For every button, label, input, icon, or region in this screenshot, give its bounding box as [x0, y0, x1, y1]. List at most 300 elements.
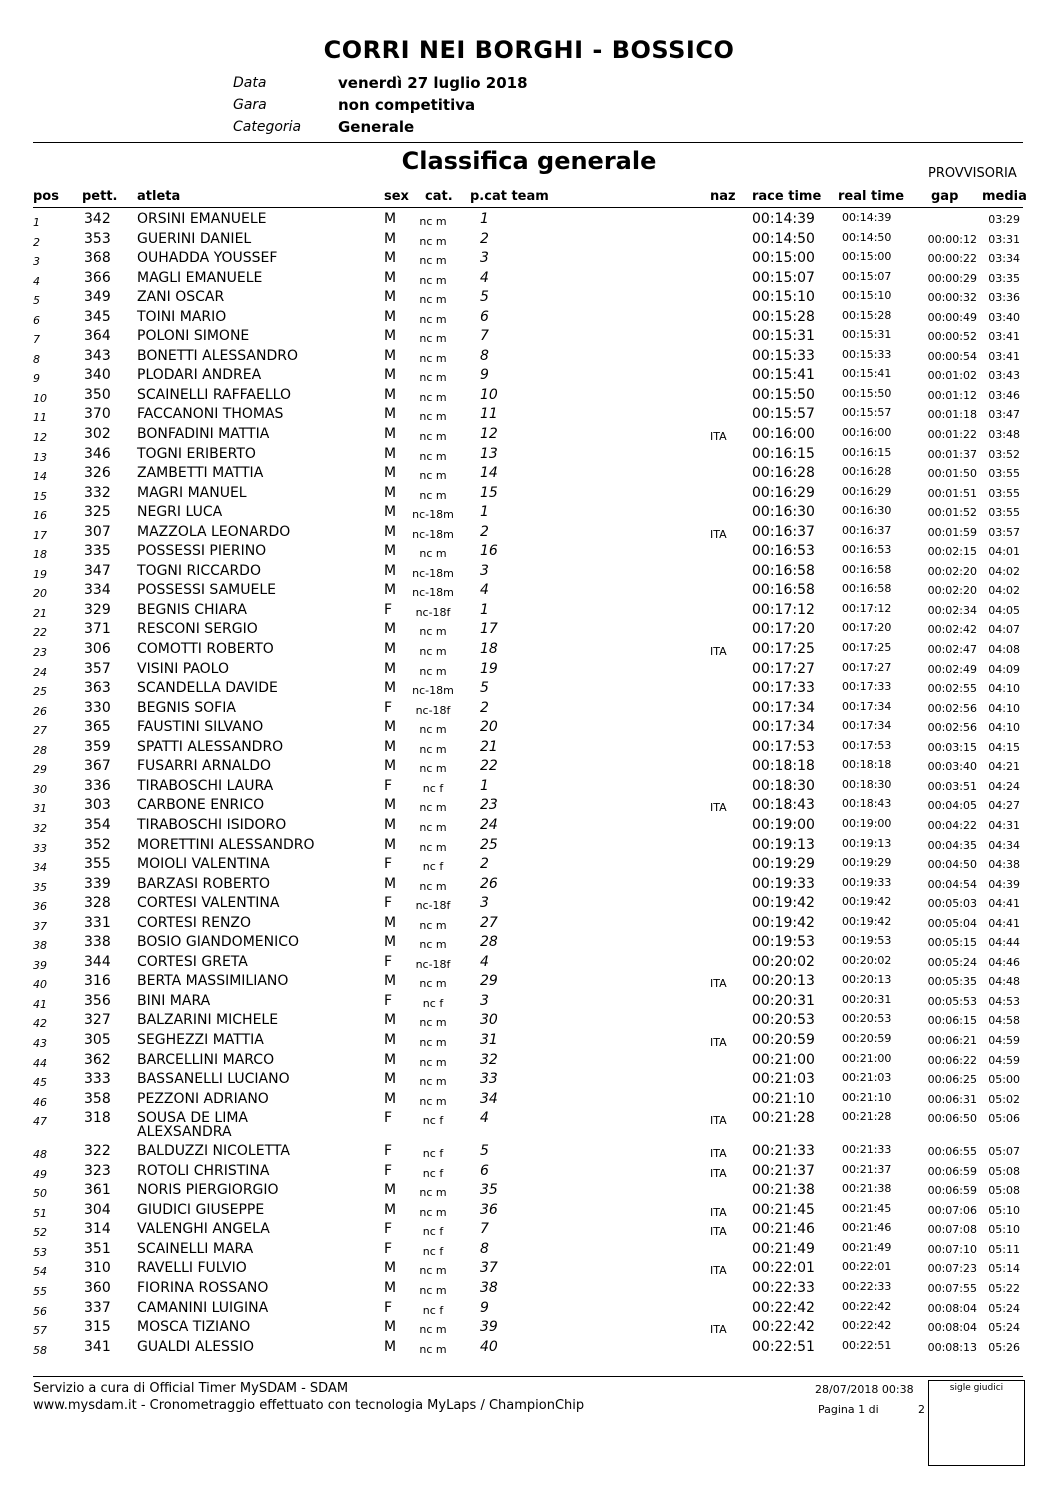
cell-category: nc m: [419, 293, 447, 307]
cell-real-time: 00:16:58: [842, 582, 892, 596]
cell-sex: M: [384, 465, 397, 482]
cell-pace: 04:01: [988, 545, 1020, 559]
cell-pos: 50: [33, 1187, 47, 1201]
cell-real-time: 00:14:50: [842, 230, 892, 244]
cell-category-position: 15: [480, 484, 498, 501]
cell-category-position: 38: [480, 1279, 498, 1296]
cell-sex: F: [384, 601, 393, 618]
cell-real-time: 00:21:03: [842, 1071, 892, 1085]
col-pett: pett.: [82, 189, 118, 204]
cell-sex: M: [384, 719, 397, 736]
cell-pace: 04:46: [988, 955, 1020, 969]
cell-sex: M: [384, 367, 397, 384]
table-row: [0, 797, 1058, 817]
cell-pace: 05:11: [988, 1242, 1020, 1256]
cell-pos: 29: [33, 763, 47, 777]
cell-sex: M: [384, 914, 397, 931]
cell-gap: 00:04:22: [927, 818, 977, 832]
cell-sex: F: [384, 856, 393, 873]
col-race-time: race time: [752, 189, 822, 204]
cell-category-position: 35: [480, 1182, 498, 1199]
cell-category-position: 33: [480, 1071, 498, 1088]
cell-category: nc-18m: [412, 527, 454, 541]
cell-gap: 00:04:35: [927, 838, 977, 852]
cell-pos: 48: [33, 1148, 47, 1162]
cell-category: nc m: [419, 723, 447, 737]
ranking-title: Classifica generale: [401, 147, 657, 175]
cell-pos: 19: [33, 567, 47, 581]
cell-pace: 04:10: [988, 682, 1020, 696]
cell-pace: 04:09: [988, 662, 1020, 676]
cell-category-position: 3: [480, 992, 489, 1009]
cell-athlete-name: BASSANELLI LUCIANO: [137, 1071, 290, 1088]
cell-athlete-name: POSSESSI SAMUELE: [137, 582, 276, 599]
col-sex: sex: [384, 189, 409, 204]
cell-category-position: 5: [480, 680, 489, 697]
cell-sex: M: [384, 269, 397, 286]
cell-gap: 00:01:50: [927, 467, 977, 481]
cell-bib: 345: [84, 308, 111, 325]
table-row: [0, 426, 1058, 446]
divider: [33, 142, 1023, 143]
cell-bib: 326: [84, 465, 111, 482]
cell-real-time: 00:21:28: [842, 1110, 892, 1124]
cell-gap: 00:00:32: [927, 291, 977, 305]
cell-real-time: 00:20:31: [842, 992, 892, 1006]
cell-category-position: 1: [480, 504, 489, 521]
cell-sex: M: [384, 1071, 397, 1088]
cell-sex: M: [384, 738, 397, 755]
cell-bib: 371: [84, 621, 111, 638]
cell-pace: 04:34: [988, 838, 1020, 852]
cell-bib: 339: [84, 875, 111, 892]
cell-bib: 334: [84, 582, 111, 599]
table-row: [0, 211, 1058, 231]
cell-race-time: 00:17:53: [752, 738, 815, 755]
cell-pos: 22: [33, 626, 47, 640]
cell-race-time: 00:21:10: [752, 1090, 815, 1107]
cell-category: nc m: [419, 332, 447, 346]
cell-athlete-name: FUSARRI ARNALDO: [137, 758, 272, 775]
cell-pos: 4: [33, 274, 40, 288]
cell-gap: 00:01:59: [927, 525, 977, 539]
table-row: [0, 524, 1058, 544]
cell-category-position: 8: [480, 1240, 489, 1257]
cell-sex: M: [384, 1051, 397, 1068]
cell-race-time: 00:20:31: [752, 992, 815, 1009]
cell-pos: 56: [33, 1304, 47, 1318]
cell-gap: 00:06:50: [927, 1112, 977, 1126]
cell-gap: 00:05:53: [927, 994, 977, 1008]
cell-category: nc m: [419, 430, 447, 444]
cell-real-time: 00:21:38: [842, 1182, 892, 1196]
cell-race-time: 00:17:25: [752, 641, 815, 658]
cell-category-position: 4: [480, 269, 489, 286]
cell-category: nc m: [419, 215, 447, 228]
cell-nation: ITA: [710, 1114, 727, 1128]
cell-category: nc-18f: [415, 899, 451, 913]
cell-category-position: 30: [480, 1012, 498, 1029]
table-row: [0, 876, 1058, 896]
cell-sex: M: [384, 406, 397, 423]
table-row: [0, 1110, 1058, 1143]
cell-sex: F: [384, 1110, 393, 1127]
cell-real-time: 00:22:33: [842, 1279, 892, 1293]
cell-category-position: 36: [480, 1201, 498, 1218]
cell-category: nc-18m: [412, 508, 454, 522]
cell-bib: 303: [84, 797, 111, 814]
cell-pace: 03:41: [988, 349, 1020, 363]
cell-pos: 7: [33, 333, 40, 347]
cell-category-position: 17: [480, 621, 498, 638]
cell-athlete-name: ORSINI EMANUELE: [137, 211, 267, 227]
cell-sex: F: [384, 1162, 393, 1179]
race-title: CORRI NEI BORGHI - BOSSICO: [323, 36, 735, 64]
cell-race-time: 00:15:50: [752, 386, 815, 403]
cell-category: nc m: [419, 488, 447, 502]
cell-race-time: 00:15:33: [752, 347, 815, 364]
cell-sex: M: [384, 445, 397, 462]
table-row: [0, 1032, 1058, 1052]
cell-pace: 05:00: [988, 1073, 1020, 1087]
table-row: [0, 719, 1058, 739]
table-row: [0, 1143, 1058, 1163]
cell-pace: 03:57: [988, 525, 1020, 539]
cell-real-time: 00:15:50: [842, 386, 892, 400]
cell-category-position: 10: [480, 386, 498, 403]
cell-pos: 39: [33, 958, 47, 972]
cell-category-position: 7: [480, 328, 489, 345]
cell-race-time: 00:15:57: [752, 406, 815, 423]
table-row: [0, 895, 1058, 915]
cell-pace: 04:53: [988, 994, 1020, 1008]
cell-athlete-name: MAGLI EMANUELE: [137, 269, 263, 286]
cell-category-position: 31: [480, 1031, 498, 1048]
table-row: [0, 1071, 1058, 1091]
cell-real-time: 00:16:28: [842, 465, 892, 479]
cell-bib: 364: [84, 328, 111, 345]
cell-pos: 37: [33, 919, 47, 933]
cell-gap: 00:06:22: [927, 1053, 977, 1067]
cell-athlete-name: SCANDELLA DAVIDE: [137, 680, 278, 697]
cell-category-position: 12: [480, 426, 498, 443]
cell-sex: M: [384, 230, 397, 247]
cell-race-time: 00:22:01: [752, 1260, 815, 1277]
results-table: [0, 211, 1058, 1358]
cell-sex: M: [384, 1279, 397, 1296]
cell-sex: F: [384, 699, 393, 716]
cell-gap: 00:01:12: [927, 388, 977, 402]
cell-pos: 2: [33, 235, 40, 249]
cell-real-time: 00:18:30: [842, 777, 892, 791]
cell-real-time: 00:20:53: [842, 1012, 892, 1026]
cell-pos: 24: [33, 665, 47, 679]
cell-athlete-name: ROTOLI CHRISTINA: [137, 1162, 270, 1179]
cell-bib: 357: [84, 660, 111, 677]
cell-gap: 00:02:34: [927, 603, 977, 617]
table-row: [0, 993, 1058, 1013]
cell-athlete-name: FACCANONI THOMAS: [137, 406, 284, 423]
cell-pace: 04:41: [988, 916, 1020, 930]
cell-real-time: 00:16:00: [842, 426, 892, 440]
cell-bib: 350: [84, 386, 111, 403]
cell-category: nc m: [419, 1323, 447, 1337]
meta-value: Generale: [338, 118, 415, 136]
cell-athlete-name: GUALDI ALESSIO: [137, 1338, 254, 1355]
cell-real-time: 00:19:42: [842, 914, 892, 928]
cell-athlete-name: PLODARI ANDREA: [137, 367, 262, 384]
cell-race-time: 00:16:37: [752, 523, 815, 540]
cell-sex: F: [384, 1143, 393, 1160]
cell-real-time: 00:17:12: [842, 601, 892, 615]
cell-category-position: 11: [480, 406, 498, 423]
cell-sex: M: [384, 836, 397, 853]
cell-sex: M: [384, 973, 397, 990]
table-row: [0, 1012, 1058, 1032]
cell-category-position: 14: [480, 465, 498, 482]
cell-race-time: 00:18:43: [752, 797, 815, 814]
cell-bib: 340: [84, 367, 111, 384]
cell-category-position: 21: [480, 738, 498, 755]
cell-pos: 6: [33, 313, 40, 327]
cell-gap: 00:00:49: [927, 310, 977, 324]
cell-gap: 00:04:05: [927, 799, 977, 813]
cell-gap: 00:07:08: [927, 1223, 977, 1237]
cell-athlete-name: TOGNI RICCARDO: [137, 562, 261, 579]
cell-bib: 315: [84, 1319, 111, 1336]
cell-category: nc m: [419, 371, 447, 385]
table-row: [0, 406, 1058, 426]
cell-gap: 00:08:04: [927, 1301, 977, 1315]
cell-sex: M: [384, 211, 397, 227]
cell-race-time: 00:14:50: [752, 230, 815, 247]
meta-value: non competitiva: [338, 96, 476, 114]
cell-race-time: 00:22:51: [752, 1338, 815, 1355]
cell-pace: 04:15: [988, 740, 1020, 754]
cell-bib: 366: [84, 269, 111, 286]
table-row: [0, 954, 1058, 974]
cell-bib: 361: [84, 1182, 111, 1199]
cell-race-time: 00:21:37: [752, 1162, 815, 1179]
cell-gap: 00:05:04: [927, 916, 977, 930]
cell-gap: 00:08:04: [927, 1321, 977, 1335]
cell-pos: 33: [33, 841, 47, 855]
cell-sex: M: [384, 1201, 397, 1218]
cell-category: nc-18f: [415, 703, 451, 717]
cell-athlete-name: MOIOLI VALENTINA: [137, 856, 270, 873]
table-row: [0, 1280, 1058, 1300]
table-row: [0, 856, 1058, 876]
cell-sex: M: [384, 1319, 397, 1336]
cell-sex: M: [384, 1182, 397, 1199]
cell-category: nc m: [419, 742, 447, 756]
cell-bib: 347: [84, 562, 111, 579]
cell-race-time: 00:21:46: [752, 1221, 815, 1238]
cell-sex: M: [384, 1031, 397, 1048]
cell-nation: ITA: [710, 1205, 727, 1219]
cell-bib: 354: [84, 816, 111, 833]
cell-category-position: 28: [480, 934, 498, 951]
cell-gap: 00:02:49: [927, 662, 977, 676]
table-row: [0, 270, 1058, 290]
cell-pace: 03:40: [988, 310, 1020, 324]
cell-category: nc f: [422, 1244, 444, 1258]
cell-race-time: 00:20:59: [752, 1031, 815, 1048]
cell-category: nc m: [419, 1342, 447, 1356]
cell-real-time: 00:17:34: [842, 719, 892, 733]
divider: [33, 207, 1023, 208]
footer-page-total: 2: [918, 1403, 925, 1416]
cell-category: nc-18f: [415, 957, 451, 971]
cell-athlete-name: BINI MARA: [137, 992, 211, 1009]
cell-athlete-name: CORTESI VALENTINA: [137, 895, 280, 912]
cell-race-time: 00:17:20: [752, 621, 815, 638]
cell-athlete-name: SEGHEZZI MATTIA: [137, 1031, 264, 1048]
cell-sex: M: [384, 797, 397, 814]
table-row: [0, 465, 1058, 485]
cell-bib: 333: [84, 1071, 111, 1088]
cell-gap: 00:05:35: [927, 975, 977, 989]
table-row: [0, 309, 1058, 329]
cell-race-time: 00:15:00: [752, 250, 815, 267]
cell-gap: 00:07:10: [927, 1242, 977, 1256]
meta-row-category: [233, 116, 528, 138]
cell-gap: 00:00:54: [927, 349, 977, 363]
cell-pos: 58: [33, 1343, 47, 1357]
cell-bib: 342: [84, 211, 111, 227]
cell-pos: 43: [33, 1036, 47, 1050]
cell-bib: 322: [84, 1143, 111, 1160]
cell-sex: F: [384, 895, 393, 912]
cell-real-time: 00:20:02: [842, 953, 892, 967]
cell-pace: 05:07: [988, 1145, 1020, 1159]
cell-category-position: 1: [480, 601, 489, 618]
cell-real-time: 00:19:33: [842, 875, 892, 889]
cell-pace: 03:46: [988, 388, 1020, 402]
cell-athlete-name: GIUDICI GIUSEPPE: [137, 1201, 265, 1218]
cell-gap: 00:05:15: [927, 936, 977, 950]
cell-category-position: 5: [480, 1143, 489, 1160]
cell-pace: 04:05: [988, 603, 1020, 617]
cell-bib: 365: [84, 719, 111, 736]
cell-pace: 04:48: [988, 975, 1020, 989]
cell-real-time: 00:17:25: [842, 641, 892, 655]
cell-real-time: 00:15:28: [842, 308, 892, 322]
table-row: [0, 446, 1058, 466]
cell-pace: 05:06: [988, 1112, 1020, 1126]
divider: [33, 1376, 1023, 1377]
cell-category-position: 3: [480, 895, 489, 912]
cell-sex: M: [384, 250, 397, 267]
cell-sex: M: [384, 523, 397, 540]
cell-pos: 10: [33, 391, 47, 405]
cell-category: nc m: [419, 1186, 447, 1200]
cell-category-position: 16: [480, 543, 498, 560]
cell-pos: 40: [33, 978, 47, 992]
cell-sex: M: [384, 386, 397, 403]
cell-athlete-name: RESCONI SERGIO: [137, 621, 258, 638]
cell-gap: 00:03:15: [927, 740, 977, 754]
table-row: [0, 328, 1058, 348]
cell-athlete-name: MORETTINI ALESSANDRO: [137, 836, 315, 853]
cell-pace: 05:10: [988, 1223, 1020, 1237]
cell-bib: 337: [84, 1299, 111, 1316]
cell-race-time: 00:19:00: [752, 816, 815, 833]
meta-row-race: [233, 94, 528, 116]
cell-gap: 00:01:51: [927, 486, 977, 500]
cell-pace: 03:29: [988, 213, 1020, 226]
table-row: [0, 915, 1058, 935]
cell-athlete-name: BONFADINI MATTIA: [137, 426, 270, 443]
table-row: [0, 485, 1058, 505]
cell-athlete-name: FIORINA ROSSANO: [137, 1279, 269, 1296]
cell-race-time: 00:19:42: [752, 914, 815, 931]
signature-box: [928, 1380, 1025, 1466]
cell-real-time: 00:19:42: [842, 895, 892, 909]
cell-pos: 31: [33, 802, 47, 816]
cell-gap: 00:04:50: [927, 858, 977, 872]
cell-athlete-name: VISINI PAOLO: [137, 660, 229, 677]
cell-real-time: 00:21:10: [842, 1090, 892, 1104]
cell-gap: 00:04:54: [927, 877, 977, 891]
cell-gap: 00:08:13: [927, 1340, 977, 1354]
cell-race-time: 00:21:33: [752, 1143, 815, 1160]
cell-race-time: 00:16:28: [752, 465, 815, 482]
cell-gap: 00:02:20: [927, 564, 977, 578]
cell-pace: 04:38: [988, 858, 1020, 872]
cell-pos: 35: [33, 880, 47, 894]
cell-bib: 349: [84, 289, 111, 306]
cell-bib: 343: [84, 347, 111, 364]
cell-pos: 42: [33, 1017, 47, 1031]
cell-category: nc f: [422, 1147, 444, 1161]
cell-category: nc-18m: [412, 586, 454, 600]
cell-bib: 344: [84, 953, 111, 970]
cell-category-position: 23: [480, 797, 498, 814]
cell-sex: M: [384, 543, 397, 560]
cell-category: nc m: [419, 801, 447, 815]
cell-sex: M: [384, 582, 397, 599]
cell-pace: 03:36: [988, 291, 1020, 305]
cell-nation: ITA: [710, 1323, 727, 1337]
cell-pace: 04:10: [988, 701, 1020, 715]
cell-pos: 30: [33, 782, 47, 796]
cell-race-time: 00:15:07: [752, 269, 815, 286]
cell-athlete-name: RAVELLI FULVIO: [137, 1260, 247, 1277]
cell-gap: 00:02:56: [927, 701, 977, 715]
cell-sex: M: [384, 641, 397, 658]
cell-race-time: 00:21:28: [752, 1110, 815, 1127]
table-row: [0, 1202, 1058, 1222]
cell-real-time: 00:15:07: [842, 269, 892, 283]
cell-real-time: 00:22:42: [842, 1319, 892, 1333]
cell-nation: ITA: [710, 1264, 727, 1278]
cell-pos: 32: [33, 821, 47, 835]
cell-pace: 03:43: [988, 369, 1020, 383]
table-row: [0, 367, 1058, 387]
cell-real-time: 00:21:46: [842, 1221, 892, 1235]
cell-category-position: 6: [480, 1162, 489, 1179]
cell-sex: F: [384, 1299, 393, 1316]
cell-pace: 04:08: [988, 643, 1020, 657]
cell-race-time: 00:14:39: [752, 211, 815, 227]
cell-race-time: 00:20:13: [752, 973, 815, 990]
footer-printed-date: 28/07/2018 00:38: [815, 1383, 914, 1396]
cell-pos: 51: [33, 1206, 47, 1220]
cell-gap: 00:02:15: [927, 545, 977, 559]
cell-gap: 00:00:12: [927, 232, 977, 246]
cell-category-position: 32: [480, 1051, 498, 1068]
